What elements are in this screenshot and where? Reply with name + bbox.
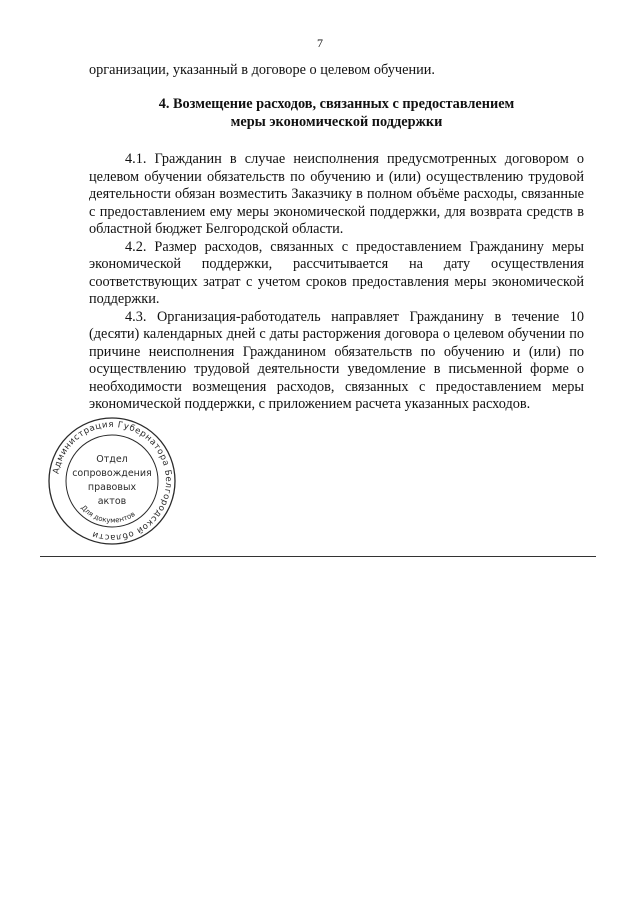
section-heading: [89, 96, 584, 131]
section-title-line2: меры экономической поддержки: [230, 113, 443, 130]
stamp-outer-text: Администрация Губернатора Белгородской области: [51, 419, 174, 543]
stamp-line4: актов: [97, 496, 127, 507]
section-body: [89, 151, 584, 414]
stamp-outer-ring: [49, 418, 175, 544]
stamp-inner-ring: [66, 435, 158, 527]
page-divider: [40, 556, 596, 557]
page-number: 7: [317, 36, 323, 50]
stamp-line1: Отдел: [96, 454, 128, 465]
stamp-bottom-text: Для документов: [79, 503, 137, 525]
official-stamp: [47, 416, 177, 546]
stamp-line2: сопровождения: [72, 468, 152, 479]
paragraph-4-2: 4.2. Размер расходов, связанных с предоставлением Гражданину меры экономической поддержки, рассчитывается на дату осуществления соответствующих затрат с учетом сроков предоставления меры экономической поддержки.: [89, 238, 584, 307]
paragraph-4-3: 4.3. Организация-работодатель направляет Гражданину в течение 10 (десяти) календарных дней с даты расторжения договора о целевом обучении по причине неисполнения Гражданином обязательств по обучению и (или) по осуществлению трудовой деятельности уведомление в письменной форме о необходимости возмещения расходов, связанных с предоставлением меры экономической поддержки, с приложением расчета указанных расходов.: [89, 308, 584, 412]
paragraph-4-1: 4.1. Гражданин в случае неисполнения предусмотренных договором о целевом обучении обязательств по обучению и (или) осуществлению трудовой деятельности обязан возместить Заказчику в полном объёме расходы, связанные с предоставлением ему меры экономической поддержки, для возврата средств в областной бюджет Белгородской области.: [89, 151, 584, 237]
stamp-line3: правовых: [87, 482, 137, 493]
intro-line: организации, указанный в договоре о целевом обучении.: [89, 62, 435, 78]
section-title-line1: 4. Возмещение расходов, связанных с предоставлением: [158, 96, 515, 112]
